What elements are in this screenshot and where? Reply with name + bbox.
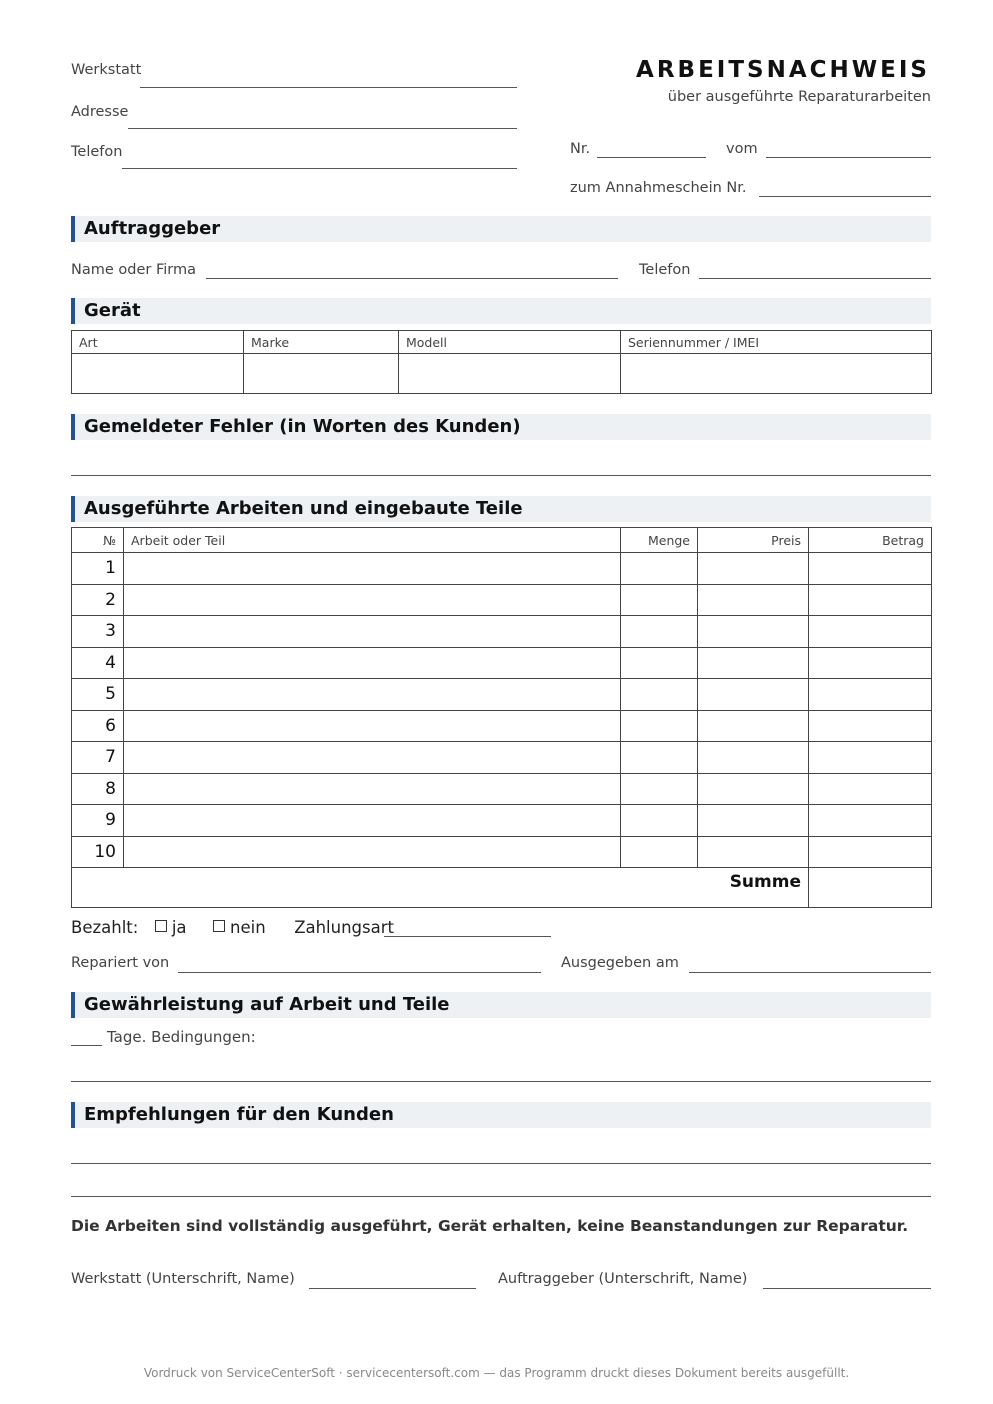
- geraet-modell-cell[interactable]: [399, 354, 621, 394]
- annahmeschein-label: zum Annahmeschein Nr.: [570, 180, 747, 196]
- arbeiten-row-betrag-cell[interactable]: [809, 679, 932, 711]
- arbeiten-col-betrag: Betrag: [809, 528, 932, 553]
- adresse-line[interactable]: [128, 128, 517, 129]
- confirmation-text: Die Arbeiten sind vollständig ausgeführt, Gerät erhalten, keine Beanstandungen zur Reparatur.: [71, 1217, 909, 1235]
- arbeiten-row-betrag-cell[interactable]: [809, 742, 932, 774]
- section-empfehlungen: [71, 1102, 931, 1128]
- nein-checkbox[interactable]: [213, 920, 225, 932]
- arbeiten-row-preis-cell[interactable]: [698, 616, 809, 648]
- arbeiten-row-menge-cell[interactable]: [621, 616, 698, 648]
- arbeiten-row-preis-cell[interactable]: [698, 836, 809, 868]
- arbeiten-row-number: 7: [72, 742, 124, 774]
- auftraggeber-signature-line[interactable]: [763, 1288, 931, 1289]
- arbeiten-row-arbeit-cell[interactable]: [124, 710, 621, 742]
- arbeiten-row: [72, 773, 932, 805]
- arbeiten-row-arbeit-cell[interactable]: [124, 616, 621, 648]
- section-arbeiten-heading: Ausgeführte Arbeiten und eingebaute Teile: [84, 498, 523, 519]
- arbeiten-row-betrag-cell[interactable]: [809, 584, 932, 616]
- arbeiten-col-menge: Menge: [621, 528, 698, 553]
- arbeiten-row: [72, 836, 932, 868]
- section-geraet-heading: Gerät: [84, 300, 141, 321]
- arbeiten-row: [72, 679, 932, 711]
- werkstatt-line[interactable]: [140, 87, 517, 88]
- geraet-col-modell: Modell: [399, 331, 621, 354]
- arbeiten-row-betrag-cell[interactable]: [809, 553, 932, 585]
- arbeiten-row-betrag-cell[interactable]: [809, 773, 932, 805]
- section-gewaehr-heading: Gewährleistung auf Arbeit und Teile: [84, 994, 450, 1015]
- empfehlungen-line-1[interactable]: [71, 1163, 931, 1164]
- arbeiten-row-menge-cell[interactable]: [621, 679, 698, 711]
- arbeiten-row-preis-cell[interactable]: [698, 584, 809, 616]
- document-title: ARBEITSNACHWEIS: [636, 57, 930, 83]
- section-fehler: [71, 414, 931, 440]
- geraet-seriennummer-cell[interactable]: [621, 354, 932, 394]
- section-gewaehr: [71, 992, 931, 1018]
- arbeiten-row-arbeit-cell[interactable]: [124, 836, 621, 868]
- arbeiten-row-menge-cell[interactable]: [621, 836, 698, 868]
- arbeiten-row-number: 9: [72, 805, 124, 837]
- bezahlt-row: [71, 918, 394, 937]
- arbeiten-row-arbeit-cell[interactable]: [124, 553, 621, 585]
- arbeiten-row-betrag-cell[interactable]: [809, 805, 932, 837]
- werkstatt-signature-line[interactable]: [309, 1288, 476, 1289]
- bedingungen-line[interactable]: [71, 1081, 931, 1082]
- arbeiten-row-arbeit-cell[interactable]: [124, 742, 621, 774]
- tage-line[interactable]: [71, 1045, 102, 1046]
- tage-label: Tage. Bedingungen:: [107, 1028, 256, 1046]
- arbeiten-row-preis-cell[interactable]: [698, 553, 809, 585]
- arbeiten-row-menge-cell[interactable]: [621, 742, 698, 774]
- arbeiten-row-betrag-cell[interactable]: [809, 836, 932, 868]
- adresse-label: Adresse: [71, 104, 129, 120]
- section-auftraggeber-heading: Auftraggeber: [84, 218, 221, 239]
- name-firma-line[interactable]: [206, 278, 618, 279]
- arbeiten-row-number: 1: [72, 553, 124, 585]
- empfehlungen-line-2[interactable]: [71, 1196, 931, 1197]
- arbeiten-row-betrag-cell[interactable]: [809, 710, 932, 742]
- arbeiten-row: [72, 616, 932, 648]
- arbeiten-row-menge-cell[interactable]: [621, 584, 698, 616]
- arbeiten-row: [72, 710, 932, 742]
- arbeiten-row-arbeit-cell[interactable]: [124, 773, 621, 805]
- geraet-marke-cell[interactable]: [244, 354, 399, 394]
- arbeiten-row-betrag-cell[interactable]: [809, 647, 932, 679]
- geraet-col-art: Art: [72, 331, 244, 354]
- vom-line[interactable]: [766, 157, 931, 158]
- telefon-label: Telefon: [71, 144, 123, 160]
- vom-label: vom: [726, 141, 758, 157]
- arbeiten-row-number: 3: [72, 616, 124, 648]
- arbeiten-row-menge-cell[interactable]: [621, 553, 698, 585]
- arbeiten-row-menge-cell[interactable]: [621, 805, 698, 837]
- arbeiten-row: [72, 584, 932, 616]
- repariert-label: Repariert von: [71, 955, 170, 971]
- section-fehler-heading: Gemeldeter Fehler (in Worten des Kunden): [84, 416, 521, 437]
- arbeiten-row-preis-cell[interactable]: [698, 710, 809, 742]
- arbeiten-row-number: 10: [72, 836, 124, 868]
- auftraggeber-signature-label: Auftraggeber (Unterschrift, Name): [498, 1271, 748, 1287]
- arbeiten-row-preis-cell[interactable]: [698, 679, 809, 711]
- repariert-line[interactable]: [178, 972, 541, 973]
- ja-label: ja: [171, 918, 187, 937]
- section-arbeiten: [71, 496, 931, 522]
- arbeiten-row-menge-cell[interactable]: [621, 647, 698, 679]
- kunde-telefon-label: Telefon: [639, 262, 691, 278]
- summe-cell[interactable]: [809, 868, 932, 908]
- arbeiten-table: [71, 527, 932, 908]
- arbeiten-row-betrag-cell[interactable]: [809, 616, 932, 648]
- telefon-line[interactable]: [122, 168, 517, 169]
- footer-note: Vordruck von ServiceCenterSoft · servicecentersoft.com — das Programm druckt dieses Dokument bereits ausgefüllt.: [143, 1366, 850, 1380]
- arbeiten-row: [72, 553, 932, 585]
- werkstatt-signature-label: Werkstatt (Unterschrift, Name): [71, 1271, 295, 1287]
- section-geraet: [71, 298, 931, 324]
- document-subtitle: über ausgeführte Reparaturarbeiten: [667, 89, 931, 105]
- arbeiten-row-arbeit-cell[interactable]: [124, 584, 621, 616]
- ausgegeben-label: Ausgegeben am: [561, 955, 679, 971]
- werkstatt-label: Werkstatt: [71, 62, 142, 78]
- geraet-col-marke: Marke: [244, 331, 399, 354]
- geraet-table: [71, 330, 932, 394]
- arbeiten-col-arbeit: Arbeit oder Teil: [124, 528, 621, 553]
- arbeiten-row-preis-cell[interactable]: [698, 742, 809, 774]
- nein-label: nein: [230, 918, 266, 937]
- kunde-telefon-line[interactable]: [699, 278, 931, 279]
- summe-label: Summe: [72, 868, 809, 908]
- arbeiten-row-preis-cell[interactable]: [698, 773, 809, 805]
- arbeiten-row-number: 8: [72, 773, 124, 805]
- arbeiten-row-number: 4: [72, 647, 124, 679]
- ausgegeben-line[interactable]: [689, 972, 931, 973]
- arbeiten-row-menge-cell[interactable]: [621, 773, 698, 805]
- zahlungsart-line[interactable]: [384, 936, 551, 937]
- arbeiten-row-arbeit-cell[interactable]: [124, 805, 621, 837]
- bezahlt-label: Bezahlt:: [71, 918, 139, 937]
- nr-label: Nr.: [570, 141, 591, 157]
- name-firma-label: Name oder Firma: [71, 262, 196, 278]
- geraet-art-cell[interactable]: [72, 354, 244, 394]
- section-empfehlungen-heading: Empfehlungen für den Kunden: [84, 1104, 394, 1125]
- zahlungsart-label: Zahlungsart: [294, 918, 394, 937]
- arbeiten-row-menge-cell[interactable]: [621, 710, 698, 742]
- arbeiten-col-preis: Preis: [698, 528, 809, 553]
- arbeiten-row: [72, 742, 932, 774]
- annahmeschein-line[interactable]: [759, 196, 931, 197]
- arbeiten-row-preis-cell[interactable]: [698, 647, 809, 679]
- arbeiten-row-arbeit-cell[interactable]: [124, 679, 621, 711]
- arbeiten-row-preis-cell[interactable]: [698, 805, 809, 837]
- arbeiten-row-number: 6: [72, 710, 124, 742]
- arbeiten-row: [72, 805, 932, 837]
- arbeiten-row: [72, 647, 932, 679]
- arbeiten-row-number: 5: [72, 679, 124, 711]
- nr-line[interactable]: [597, 157, 706, 158]
- arbeiten-col-nr: №: [72, 528, 124, 553]
- ja-checkbox[interactable]: [155, 920, 167, 932]
- fehler-line[interactable]: [71, 475, 931, 476]
- geraet-col-seriennummer: Seriennummer / IMEI: [621, 331, 932, 354]
- arbeiten-row-number: 2: [72, 584, 124, 616]
- section-auftraggeber: [71, 216, 931, 242]
- arbeiten-row-arbeit-cell[interactable]: [124, 647, 621, 679]
